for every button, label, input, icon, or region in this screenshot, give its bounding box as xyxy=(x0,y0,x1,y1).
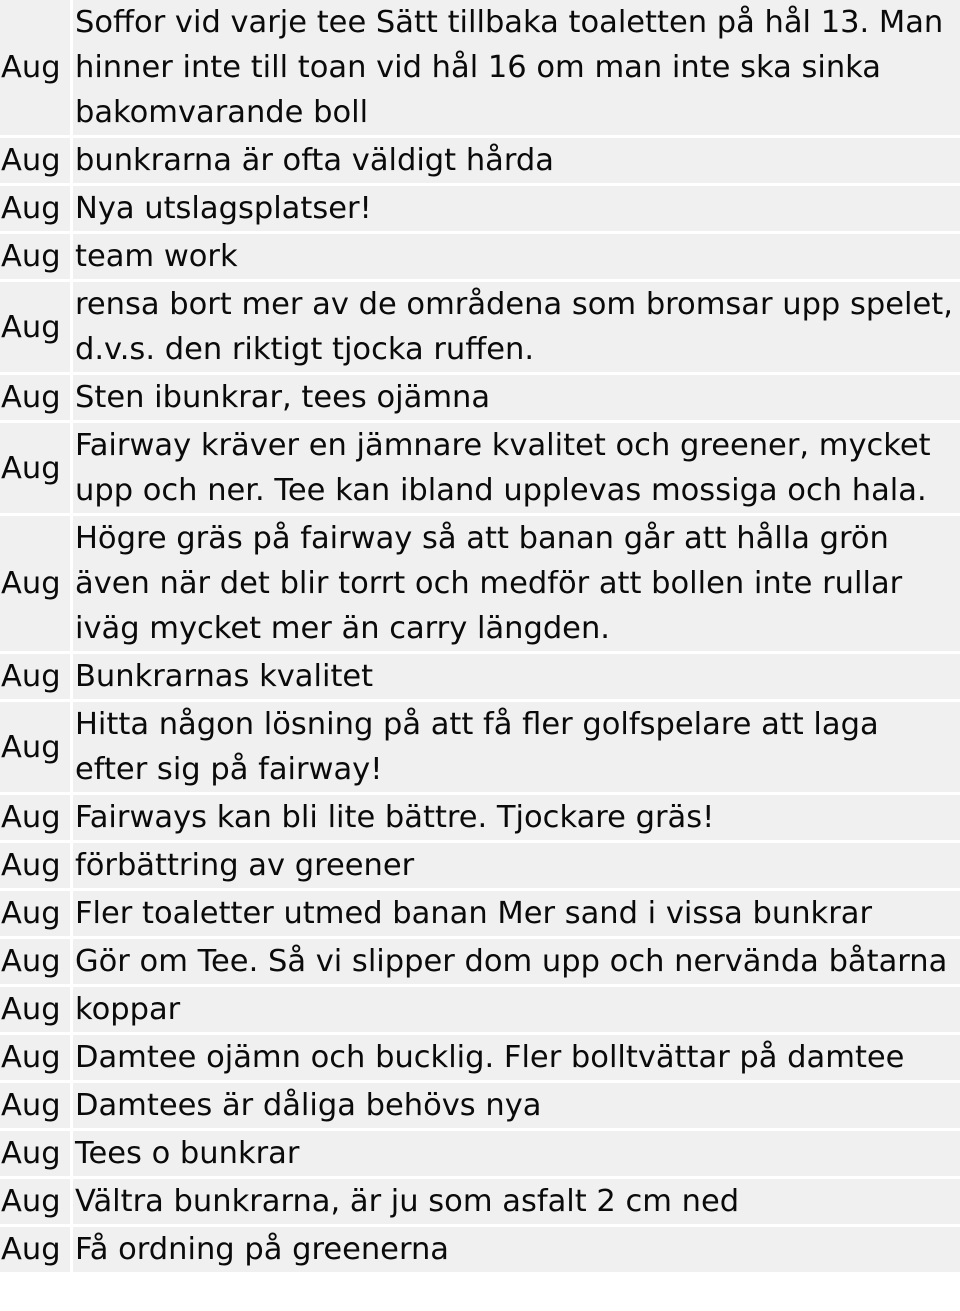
month-cell: Aug xyxy=(0,702,70,795)
table-row xyxy=(0,234,960,282)
comment-cell: Bunkrarnas kvalitet xyxy=(70,654,960,702)
month-cell: Aug xyxy=(0,423,70,516)
month-cell: Aug xyxy=(0,795,70,843)
comment-cell: Vältra bunkrarna, är ju som asfalt 2 cm ned xyxy=(70,1179,960,1227)
comment-cell: Damtee ojämn och bucklig. Fler bolltvättar på damtee xyxy=(70,1035,960,1083)
month-cell: Aug xyxy=(0,1179,70,1227)
table-row xyxy=(0,1227,960,1275)
comment-cell: Soffor vid varje tee Sätt tillbaka toaletten på hål 13. Man hinner inte till toan vid hål 16 om man inte ska sinka bakomvarande boll xyxy=(70,0,960,138)
comment-cell: koppar xyxy=(70,987,960,1035)
comment-cell: rensa bort mer av de områdena som bromsar upp spelet, d.v.s. den riktigt tjocka ruffen. xyxy=(70,282,960,375)
month-cell: Aug xyxy=(0,1083,70,1131)
table-row xyxy=(0,1179,960,1227)
comment-cell: Hitta någon lösning på att få fler golfspelare att laga efter sig på fairway! xyxy=(70,702,960,795)
comment-cell: Damtees är dåliga behövs nya xyxy=(70,1083,960,1131)
comment-cell: Sten ibunkrar, tees ojämna xyxy=(70,375,960,423)
month-cell: Aug xyxy=(0,516,70,654)
month-cell: Aug xyxy=(0,186,70,234)
comment-cell: team work xyxy=(70,234,960,282)
table-row xyxy=(0,1083,960,1131)
comment-cell: bunkrarna är ofta väldigt hårda xyxy=(70,138,960,186)
table-row xyxy=(0,186,960,234)
comment-cell: Högre gräs på fairway så att banan går att hålla grön även när det blir torrt och medför att bollen inte rullar iväg mycket mer än carry längden. xyxy=(70,516,960,654)
table-row xyxy=(0,1131,960,1179)
month-cell: Aug xyxy=(0,1227,70,1275)
table-row xyxy=(0,939,960,987)
table-row xyxy=(0,1035,960,1083)
table-row xyxy=(0,654,960,702)
comment-cell: Få ordning på greenerna xyxy=(70,1227,960,1275)
month-cell: Aug xyxy=(0,234,70,282)
month-cell: Aug xyxy=(0,282,70,375)
month-cell: Aug xyxy=(0,891,70,939)
table-row xyxy=(0,516,960,654)
month-cell: Aug xyxy=(0,939,70,987)
month-cell: Aug xyxy=(0,0,70,138)
comment-cell: Fairways kan bli lite bättre. Tjockare gräs! xyxy=(70,795,960,843)
month-cell: Aug xyxy=(0,138,70,186)
table-row xyxy=(0,702,960,795)
table-row xyxy=(0,375,960,423)
table-row xyxy=(0,843,960,891)
comment-cell: Fler toaletter utmed banan Mer sand i vissa bunkrar xyxy=(70,891,960,939)
month-cell: Aug xyxy=(0,654,70,702)
comment-cell: Tees o bunkrar xyxy=(70,1131,960,1179)
table-row xyxy=(0,0,960,138)
month-cell: Aug xyxy=(0,843,70,891)
month-cell: Aug xyxy=(0,1035,70,1083)
table-row xyxy=(0,795,960,843)
month-cell: Aug xyxy=(0,987,70,1035)
table-row xyxy=(0,423,960,516)
month-cell: Aug xyxy=(0,375,70,423)
comment-cell: Gör om Tee. Så vi slipper dom upp och nervända båtarna xyxy=(70,939,960,987)
table-row xyxy=(0,987,960,1035)
comment-cell: Fairway kräver en jämnare kvalitet och greener, mycket upp och ner. Tee kan ibland upplevas mossiga och hala. xyxy=(70,423,960,516)
comment-cell: förbättring av greener xyxy=(70,843,960,891)
month-cell: Aug xyxy=(0,1131,70,1179)
table-row xyxy=(0,891,960,939)
comment-cell: Nya utslagsplatser! xyxy=(70,186,960,234)
table-row xyxy=(0,282,960,375)
table-row xyxy=(0,138,960,186)
